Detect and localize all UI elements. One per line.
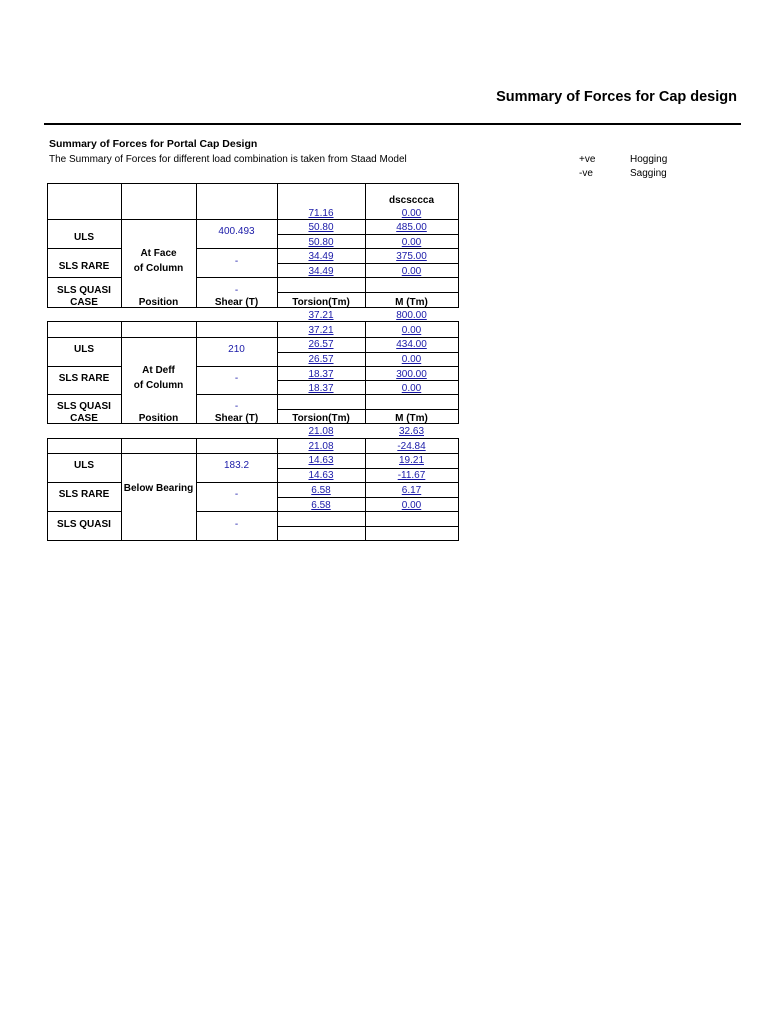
section-2-row-line-2 — [47, 366, 121, 367]
section-1-torsion-5: 34.49 — [308, 266, 334, 277]
section-2-header-case: CASE — [70, 413, 98, 424]
section-1-torsion-2: 50.80 — [308, 222, 334, 233]
section-2-header-position: Position — [138, 413, 179, 424]
legend-sign-negative: -ve — [579, 168, 593, 179]
section-1-shear-1: 400.493 — [218, 226, 255, 237]
section-3-shear-1: 183.2 — [223, 460, 250, 471]
section-1-row-line-2 — [47, 248, 121, 249]
legend-sign-positive: +ve — [579, 154, 596, 165]
section-3-row-line-7 — [277, 526, 458, 527]
section-1-moment-5: 0.00 — [401, 266, 422, 277]
section-1-header-case: CASE — [70, 297, 98, 308]
section-1-row-line-4 — [277, 263, 458, 264]
section-2-row-line-1 — [277, 352, 458, 353]
section-3-row-line-0 — [47, 453, 458, 454]
section-3-border-bottom — [47, 540, 459, 541]
section-2-moment-6: 0.00 — [401, 383, 422, 394]
section-1-position-line-1: At Face — [140, 248, 177, 259]
section-1-position-line-2: of Column — [133, 263, 184, 274]
section-3-row-line-5 — [47, 511, 121, 512]
section-3-torsion-1: 21.08 — [308, 426, 334, 437]
section-1-row-line-7 — [277, 292, 458, 293]
section-1-torsion-1: 71.16 — [308, 208, 334, 219]
section-1-torsion-4: 34.49 — [308, 251, 334, 262]
section-3-torsion-2: 21.08 — [308, 441, 334, 452]
section-1-header-moment: M (Tm) — [395, 297, 428, 308]
section-2-case-3: SLS QUASI — [57, 401, 111, 412]
section-1-moment-4: 375.00 — [396, 251, 427, 262]
section-2-row-line-3 — [196, 366, 458, 367]
section-1-torsion-3: 50.80 — [308, 237, 334, 248]
section-3-row-line-2 — [47, 482, 121, 483]
section-2-moment-4: 0.00 — [401, 354, 422, 365]
section-1-header-torsion: Torsion(Tm) — [292, 297, 350, 308]
section-1-header-shear: Shear (T) — [214, 297, 259, 308]
section-2-shear-1: 210 — [228, 344, 245, 355]
section-1-border-top — [47, 183, 458, 184]
section-1-moment-1: 0.00 — [401, 208, 422, 219]
section-1-case-2: SLS RARE — [58, 261, 110, 272]
section-3-row-line-4 — [277, 497, 458, 498]
section-1-shear-2: - — [234, 256, 239, 267]
legend-meaning-hogging: Hogging — [630, 154, 668, 165]
section-1-case-1: ULS — [74, 232, 94, 243]
section-2-moment-2: 0.00 — [401, 325, 422, 336]
section-1-top-label: dscsccca — [388, 195, 435, 206]
section-2-header-moment: M (Tm) — [395, 413, 428, 424]
section-3-case-1: ULS — [74, 460, 94, 471]
section-3-row-line-3 — [196, 482, 458, 483]
section-1-col-line-5 — [458, 183, 459, 307]
section-3-torsion-3: 14.63 — [308, 455, 334, 466]
section-2-header-shear: Shear (T) — [214, 413, 259, 424]
section-2-position-line-1: At Deff — [142, 365, 175, 376]
section-3-col-line-5 — [458, 438, 459, 540]
description-text: The Summary of Forces for different load combination is taken from Staad Model — [49, 154, 407, 165]
section-2-moment-1: 800.00 — [396, 310, 427, 321]
header-divider — [44, 123, 741, 125]
section-1-moment-3: 0.00 — [401, 237, 422, 248]
section-3-case-3: SLS QUASI — [57, 519, 111, 530]
section-3-shear-3: - — [234, 519, 239, 530]
section-2-position-line-2: of Column — [133, 380, 184, 391]
section-1-header-position: Position — [138, 297, 179, 308]
section-3-torsion-5: 6.58 — [311, 485, 331, 496]
section-2-torsion-3: 26.57 — [308, 339, 334, 350]
section-2-torsion-1: 37.21 — [308, 310, 334, 321]
section-3-border-top — [47, 438, 458, 439]
section-3-position: Below Bearing — [123, 483, 194, 494]
section-2-row-line-7 — [277, 409, 458, 410]
section-3-moment-5: 6.17 — [401, 485, 422, 496]
section-2-header-torsion: Torsion(Tm) — [292, 413, 350, 424]
section-1-col-line-1 — [121, 183, 122, 307]
section-3-moment-4: -11.67 — [397, 470, 426, 481]
section-3-moment-1: 32.63 — [398, 426, 425, 437]
section-3-case-2: SLS RARE — [58, 489, 110, 500]
section-2-torsion-6: 18.37 — [308, 383, 334, 394]
section-1-row-line-1 — [277, 234, 458, 235]
section-2-case-1: ULS — [74, 344, 94, 355]
section-2-torsion-2: 37.21 — [308, 325, 334, 336]
section-3-moment-3: 19.21 — [398, 455, 425, 466]
section-2-torsion-5: 18.37 — [308, 369, 334, 380]
section-3-moment-6: 0.00 — [401, 500, 422, 511]
legend-meaning-sagging: Sagging — [630, 168, 667, 179]
section-1-case-3: SLS QUASI — [57, 285, 111, 296]
section-3-shear-2: - — [234, 489, 239, 500]
section-2-torsion-4: 26.57 — [308, 354, 334, 365]
section-1-row-line-5 — [47, 277, 121, 278]
section-3-row-line-1 — [277, 468, 458, 469]
section-2-moment-5: 300.00 — [396, 369, 427, 380]
section-2-row-line-0 — [47, 337, 458, 338]
section-3-torsion-6: 6.58 — [311, 500, 331, 511]
section-2-shear-2: - — [234, 373, 239, 384]
section-3-moment-2: -24.84 — [397, 441, 426, 452]
page-title: Summary of Forces for Cap design — [496, 89, 737, 105]
section-2-row-line-5 — [47, 394, 121, 395]
section-3-torsion-4: 14.63 — [308, 470, 334, 481]
section-subtitle: Summary of Forces for Portal Cap Design — [49, 138, 258, 150]
section-1-moment-2: 485.00 — [396, 222, 427, 233]
section-2-shear-3: - — [234, 401, 239, 412]
section-2-col-line-5 — [458, 321, 459, 423]
section-1-shear-3: - — [234, 285, 239, 296]
section-2-case-2: SLS RARE — [58, 373, 110, 384]
section-2-moment-3: 434.00 — [396, 339, 427, 350]
